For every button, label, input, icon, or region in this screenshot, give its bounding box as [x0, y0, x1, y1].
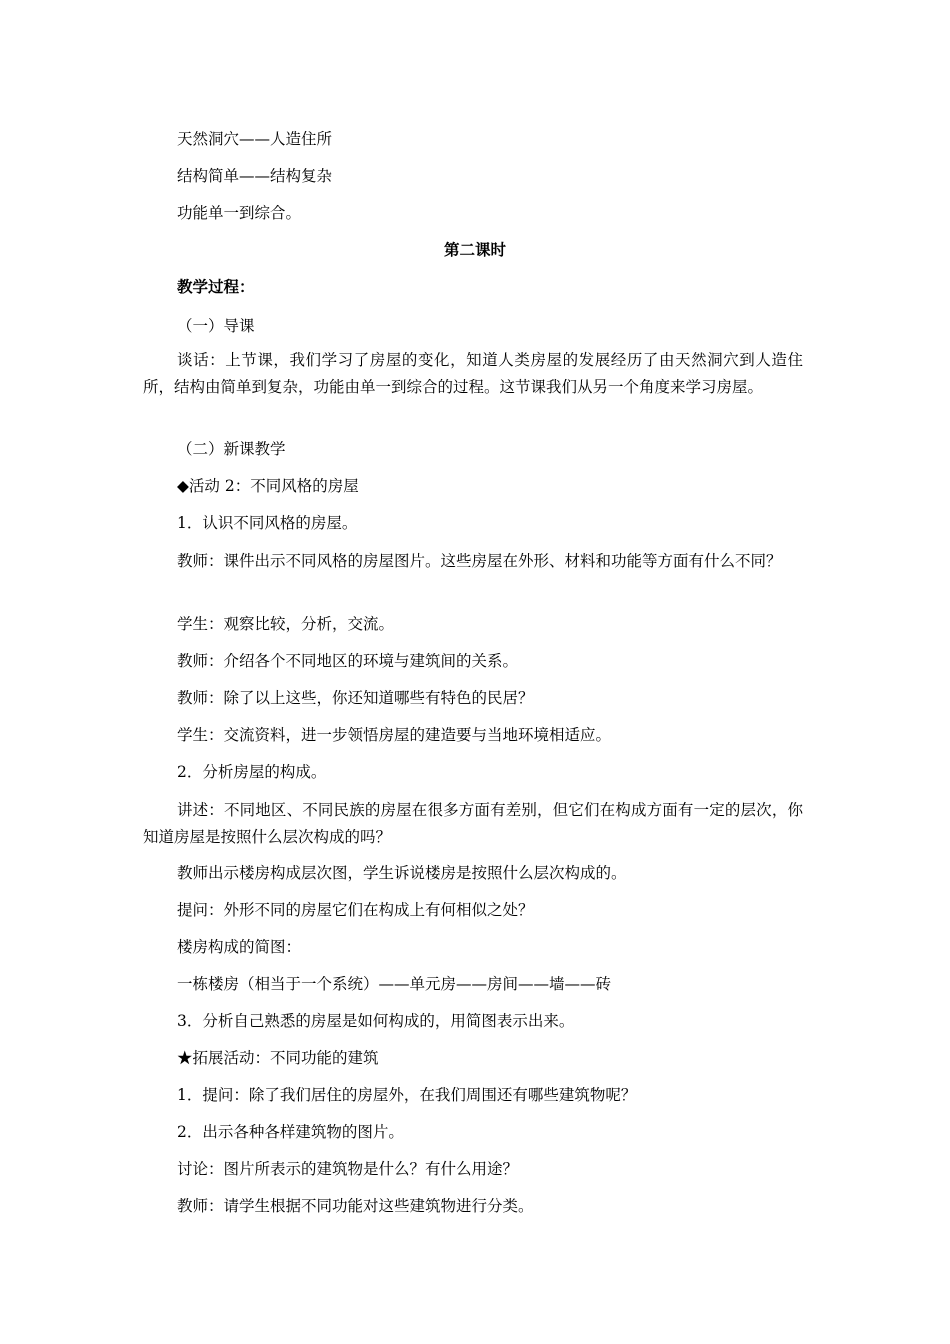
extension-step-1: 1．提问：除了我们居住的房屋外，在我们周围还有哪些建筑物呢？	[177, 1086, 637, 1104]
process-heading: 教学过程：	[177, 278, 255, 296]
extension-step-2: 2．出示各种各样建筑物的图片。	[177, 1123, 404, 1141]
narration-paragraph: 讲述：不同地区、不同民族的房屋在很多方面有差别，但它们在构成方面有一定的层次，你知道房屋是按照什么层次构成的吗？	[143, 801, 803, 846]
teacher-line-4: 教师出示楼房构成层次图，学生诉说楼房是按照什么层次构成的。	[177, 864, 627, 882]
intro-line-3: 功能单一到综合。	[177, 204, 302, 222]
section-new-lesson: （二）新课教学	[177, 440, 286, 458]
question-line-1: 提问：外形不同的房屋它们在构成上有何相似之处？	[177, 901, 534, 919]
step-3: 3．分析自己熟悉的房屋是如何构成的，用简图表示出来。	[177, 1012, 575, 1030]
step-1: 1．认识不同风格的房屋。	[177, 514, 358, 532]
teacher-line-3: 教师：除了以上这些，你还知道哪些有特色的民居？	[177, 689, 534, 707]
activity-2-heading: ◆活动 2：不同风格的房屋	[177, 477, 359, 495]
extension-heading: ★拓展活动：不同功能的建筑	[177, 1049, 379, 1067]
teacher-line-5: 教师：请学生根据不同功能对这些建筑物进行分类。	[177, 1197, 534, 1215]
student-line-2: 学生：交流资料，进一步领悟房屋的建造要与当地环境相适应。	[177, 726, 612, 744]
lesson-heading: 第二课时	[443, 241, 506, 259]
discussion-line: 讨论：图片所表示的建筑物是什么？有什么用途？	[177, 1160, 519, 1178]
intro-talk-paragraph: 谈话：上节课，我们学习了房屋的变化，知道人类房屋的发展经历了由天然洞穴到人造住所，结构由简单到复杂，功能由单一到综合的过程。这节课我们从另一个角度来学习房屋。	[143, 351, 803, 396]
teacher-line-2: 教师：介绍各个不同地区的环境与建筑间的关系。	[177, 652, 519, 670]
section-intro: （一）导课	[177, 317, 255, 335]
intro-line-2: 结构简单——结构复杂	[177, 167, 333, 185]
student-line-1: 学生：观察比较，分析，交流。	[177, 615, 395, 633]
step-2: 2．分析房屋的构成。	[177, 763, 327, 781]
diagram-chain: 一栋楼房（相当于一个系统）——单元房——房间——墙——砖	[177, 975, 612, 993]
teacher-paragraph-1: 教师：课件出示不同风格的房屋图片。这些房屋在外形、材料和功能等方面有什么不同？	[177, 552, 782, 570]
diagram-label: 楼房构成的简图：	[177, 938, 302, 956]
intro-line-1: 天然洞穴——人造住所	[177, 130, 333, 148]
